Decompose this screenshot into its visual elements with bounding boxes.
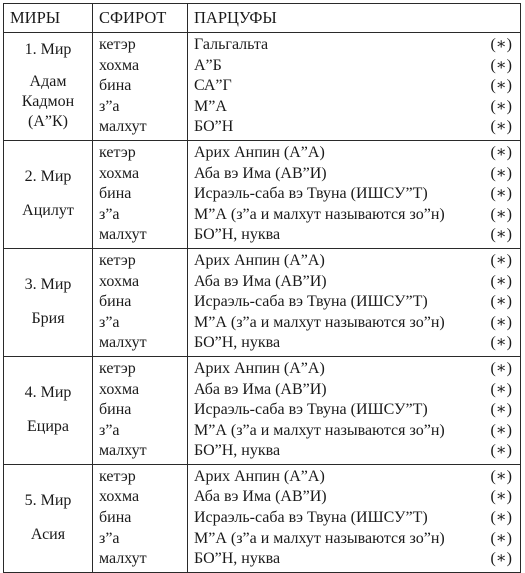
sefira: кетэр <box>99 143 136 161</box>
world-name-line: Кадмон <box>21 93 75 111</box>
asterisk-mark: (∗) <box>490 359 512 377</box>
header-worlds: МИРЫ <box>4 4 93 33</box>
world-name: Ецира <box>27 418 69 436</box>
sefira: малхут <box>99 442 147 460</box>
partzuf-line <box>194 487 514 508</box>
partzuf: Гальгальта <box>194 36 269 53</box>
asterisk-mark: (∗) <box>490 251 512 269</box>
sefirot-cell <box>93 33 188 141</box>
partzuf-line <box>194 272 514 293</box>
sefirot-cell <box>93 140 188 248</box>
asterisk-mark: (∗) <box>490 442 512 460</box>
asterisk-mark: (∗) <box>490 334 512 352</box>
world-cell <box>4 464 93 572</box>
header-sefirot: СФИРОТ <box>93 4 188 33</box>
partzuf-line <box>194 184 514 205</box>
world-name: Брия <box>31 310 65 328</box>
world-row-1 <box>4 33 521 141</box>
partzuf: Исраэль-саба вэ Твуна (ИШСУ”Т) <box>194 401 428 419</box>
partzuf-line <box>194 549 514 570</box>
partzufim-cell <box>188 248 521 356</box>
sefira: хохма <box>99 164 140 182</box>
world-row-3 <box>4 248 521 356</box>
partzuf-line <box>194 292 514 313</box>
asterisk-mark: (∗) <box>490 467 512 485</box>
asterisk-mark: (∗) <box>490 380 512 398</box>
partzufim-cell <box>188 356 521 464</box>
world-name <box>6 72 90 132</box>
sefira: хохма <box>99 488 140 506</box>
partzuf-line <box>194 421 514 442</box>
partzuf-line <box>194 441 514 462</box>
partzuf-line <box>194 205 514 226</box>
partzuf-line <box>194 467 514 488</box>
asterisk-mark: (∗) <box>490 164 512 182</box>
sefira: кетэр <box>99 359 136 377</box>
partzuf: М”А <box>194 97 227 115</box>
partzuf-line <box>194 313 514 334</box>
asterisk-mark: (∗) <box>490 509 512 527</box>
world-cell <box>4 33 93 141</box>
partzuf-line <box>194 117 514 138</box>
sefira: малхут <box>99 334 147 352</box>
world-cell <box>4 140 93 248</box>
partzuf: М”А (з”а и малхут называются зо”н) <box>194 205 445 223</box>
world-name-line: (А”К) <box>28 113 68 131</box>
partzufim-cell <box>188 464 521 572</box>
world-number: 5. Мир <box>24 492 72 510</box>
asterisk-mark: (∗) <box>490 313 512 331</box>
asterisk-mark: (∗) <box>490 143 512 161</box>
sefira: бина <box>99 401 132 419</box>
sefira: з”а <box>99 421 120 439</box>
world-name: Асия <box>30 526 66 544</box>
world-row-5 <box>4 464 521 572</box>
partzuf: Арих Анпин (А”А) <box>194 467 325 485</box>
asterisk-mark: (∗) <box>490 77 512 95</box>
partzuf-line <box>194 164 514 185</box>
partzuf-line <box>194 251 514 272</box>
asterisk-mark: (∗) <box>490 226 512 244</box>
partzuf: БО”Н, нуква <box>194 334 281 352</box>
sefira: малхут <box>99 118 147 136</box>
asterisk-mark: (∗) <box>490 401 512 419</box>
partzuf-line <box>194 359 514 380</box>
asterisk-mark: (∗) <box>490 56 512 74</box>
partzufim-cell <box>188 140 521 248</box>
header-partzufim: ПАРЦУФЫ <box>188 4 521 33</box>
world-number: 2. Мир <box>24 168 72 186</box>
asterisk-mark: (∗) <box>490 529 512 547</box>
partzuf: Исраэль-саба вэ Твуна (ИШСУ”Т) <box>194 293 428 311</box>
partzuf-line <box>194 56 514 77</box>
asterisk-mark: (∗) <box>490 550 512 568</box>
partzuf-line <box>194 97 514 118</box>
partzuf-line <box>194 380 514 401</box>
partzuf-line <box>194 333 514 354</box>
partzuf-line <box>194 508 514 529</box>
partzuf: Аба вэ Има (АВ”И) <box>194 272 327 290</box>
partzuf-line <box>194 225 514 246</box>
sefira: з”а <box>99 529 120 547</box>
world-cell <box>4 356 93 464</box>
sefira: малхут <box>99 550 147 568</box>
sefira: малхут <box>99 226 147 244</box>
partzufim-cell <box>188 33 521 141</box>
world-name: Ацилут <box>22 202 74 220</box>
partzuf: Аба вэ Има (АВ”И) <box>194 380 327 398</box>
partzuf: Исраэль-саба вэ Твуна (ИШСУ”Т) <box>194 185 428 203</box>
asterisk-mark: (∗) <box>490 421 512 439</box>
sefirot-cell <box>93 356 188 464</box>
asterisk-mark: (∗) <box>490 118 512 136</box>
sefirot-cell <box>93 248 188 356</box>
world-name-line: Адам <box>29 73 67 91</box>
sefira: бина <box>99 293 132 311</box>
partzuf: СА”Г <box>194 77 232 95</box>
asterisk-mark: (∗) <box>490 36 512 53</box>
sefira: з”а <box>99 313 120 331</box>
asterisk-mark: (∗) <box>490 185 512 203</box>
partzuf: БО”Н, нуква <box>194 550 281 568</box>
partzuf: М”А (з”а и малхут называются зо”н) <box>194 529 445 547</box>
partzuf: Арих Анпин (А”А) <box>194 251 325 269</box>
worlds-table <box>3 3 521 573</box>
world-number: 4. Мир <box>24 384 72 402</box>
partzuf: Арих Анпин (А”А) <box>194 359 325 377</box>
partzuf: Исраэль-саба вэ Твуна (ИШСУ”Т) <box>194 509 428 527</box>
partzuf: БО”Н, нуква <box>194 442 281 460</box>
world-number: 1. Мир <box>24 41 72 59</box>
partzuf: Аба вэ Има (АВ”И) <box>194 164 327 182</box>
sefira: з”а <box>99 205 120 223</box>
sefira: кетэр <box>99 36 136 53</box>
partzuf: М”А (з”а и малхут называются зо”н) <box>194 421 445 439</box>
world-row-4 <box>4 356 521 464</box>
sefirot-cell <box>93 464 188 572</box>
sefira: хохма <box>99 272 140 290</box>
partzuf-line <box>194 529 514 550</box>
partzuf: БО”Н, нуква <box>194 226 281 244</box>
sefira: бина <box>99 185 132 203</box>
asterisk-mark: (∗) <box>490 488 512 506</box>
sefira: хохма <box>99 380 140 398</box>
world-number: 3. Мир <box>24 276 72 294</box>
sefira: кетэр <box>99 251 136 269</box>
asterisk-mark: (∗) <box>490 293 512 311</box>
sefira: бина <box>99 509 132 527</box>
partzuf-line <box>194 400 514 421</box>
partzuf: БО”Н <box>194 118 234 136</box>
partzuf-line <box>194 143 514 164</box>
sefira: кетэр <box>99 467 136 485</box>
sefira: бина <box>99 77 132 95</box>
partzuf-line <box>194 76 514 97</box>
partzuf-line <box>194 35 514 56</box>
partzuf: Аба вэ Има (АВ”И) <box>194 488 327 506</box>
asterisk-mark: (∗) <box>490 205 512 223</box>
sefira: з”а <box>99 97 120 115</box>
header-row <box>4 4 521 33</box>
world-cell <box>4 248 93 356</box>
partzuf: Арих Анпин (А”А) <box>194 143 325 161</box>
partzuf: М”А (з”а и малхут называются зо”н) <box>194 313 445 331</box>
world-row-2 <box>4 140 521 248</box>
partzuf: А”Б <box>194 56 222 74</box>
asterisk-mark: (∗) <box>490 272 512 290</box>
sefira: хохма <box>99 56 140 74</box>
asterisk-mark: (∗) <box>490 97 512 115</box>
